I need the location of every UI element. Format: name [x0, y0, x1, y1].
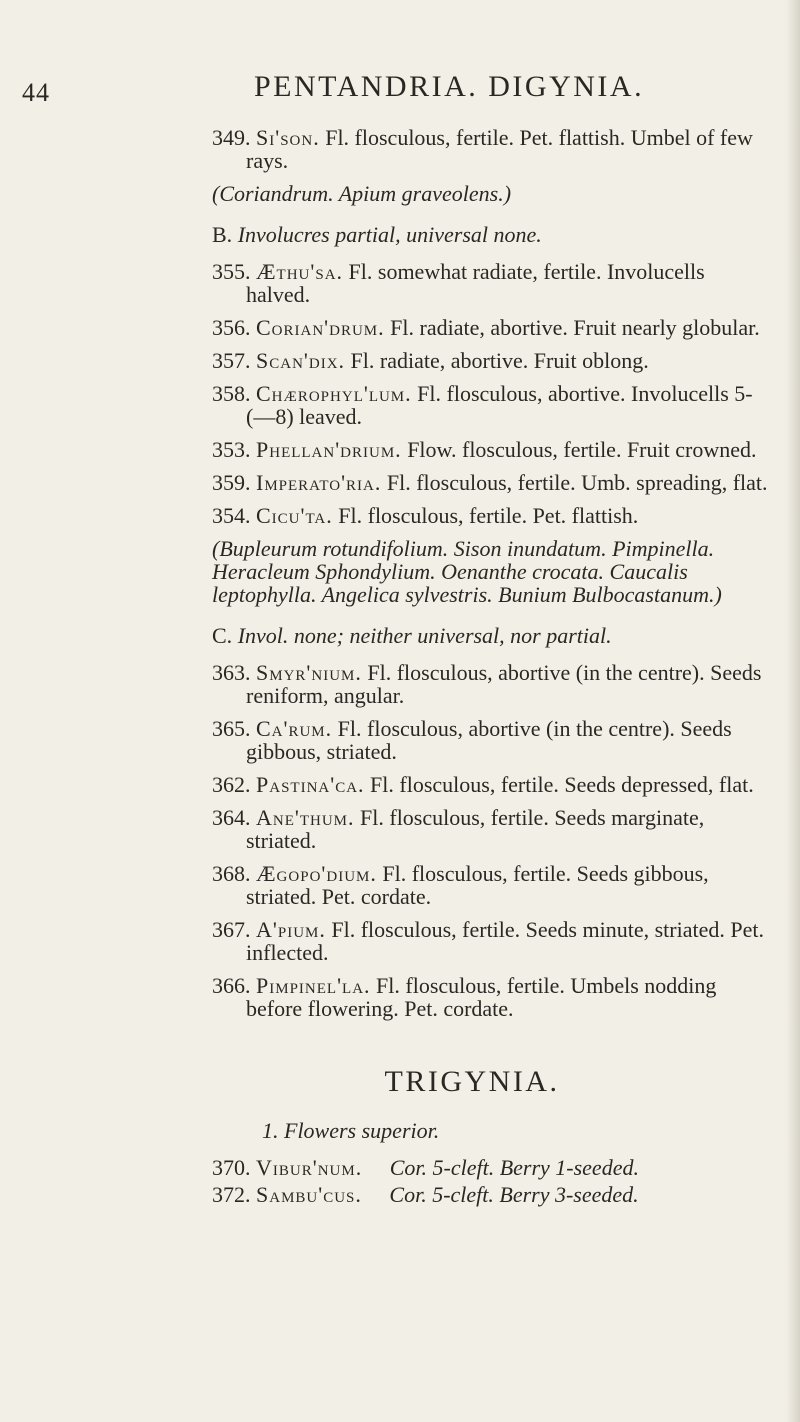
genus-entry: [212, 918, 772, 964]
species-note: (Coriandrum. Apium graveolens.): [212, 181, 512, 206]
genus-name: Si'son.: [256, 125, 320, 150]
entry-description: Fl. flosculous, abortive (in the centre). Seeds gibbous, striated.: [246, 716, 732, 764]
entry-number: 359.: [212, 470, 251, 495]
genus-entry: [212, 806, 772, 852]
genus-entry: [212, 471, 772, 494]
genus-name: Imperato'ria.: [256, 470, 382, 495]
genus-name: Cicu'ta.: [256, 503, 333, 528]
entry-number: 357.: [212, 348, 251, 373]
entry-description: Fl. flosculous, fertile. Pet. flattish. Umbel of few rays.: [246, 125, 753, 173]
section-text: Involucres partial, universal none.: [237, 222, 542, 247]
genus-entry: [212, 862, 772, 908]
entry-description: Fl. flosculous, abortive (in the centre). Seeds reniform, angular.: [246, 660, 762, 708]
entry-description: Fl. radiate, abortive. Fruit oblong.: [350, 348, 649, 373]
entry-number: 366.: [212, 973, 251, 998]
trigynia-heading: TRIGYNIA.: [384, 1065, 560, 1098]
entry-number: 363.: [212, 660, 251, 685]
section-letter: B.: [212, 222, 233, 247]
entry-description: Cor. 5-cleft. Berry 1-seeded.: [389, 1155, 639, 1180]
genus-entry: [212, 1156, 772, 1179]
entry-number: 362.: [212, 772, 251, 797]
genus-name: Pastina'ca.: [256, 772, 365, 797]
genus-entry: [212, 974, 772, 1020]
entry-description: Fl. flosculous, fertile. Umb. spreading, flat.: [386, 470, 768, 495]
entry-number: 358.: [212, 381, 251, 406]
entry-description: Flow. flosculous, fertile. Fruit crowned.: [407, 437, 757, 462]
entry-number: 353.: [212, 437, 251, 462]
section-heading-b: [212, 223, 772, 246]
genus-name: Corian'drum.: [256, 315, 385, 340]
genus-name: Chærophyl'lum.: [256, 381, 412, 406]
genus-name: Phellan'drium.: [256, 437, 402, 462]
genus-name: A'pium.: [256, 917, 326, 942]
genus-entry: [212, 260, 772, 306]
genus-name: Pimpinel'la.: [256, 973, 371, 998]
section-heading-c: [212, 624, 772, 647]
genus-entry: [212, 126, 772, 172]
entry-number: 356.: [212, 315, 251, 340]
genus-entry: [212, 438, 772, 461]
entry-description: Fl. flosculous, fertile. Seeds gibbous, striated. Pet. cordate.: [246, 861, 709, 909]
entry-number: 364.: [212, 805, 251, 830]
entry-number: 368.: [212, 861, 251, 886]
genus-name: Ægopo'dium.: [256, 861, 377, 886]
trigynia-subsection: 1. Flowers superior.: [262, 1118, 440, 1143]
page-content: [212, 126, 772, 1210]
entry-number: 355.: [212, 259, 251, 284]
genus-name: Scan'dix.: [256, 348, 346, 373]
genus-entry: [212, 717, 772, 763]
entry-description: Fl. flosculous, fertile. Pet. flattish.: [338, 503, 639, 528]
genus-entry: [212, 773, 772, 796]
entry-description: Fl. flosculous, fertile. Seeds minute, striated. Pet. inflected.: [246, 917, 764, 965]
page-edge-shadow: [786, 0, 800, 1422]
genus-entry: [212, 661, 772, 707]
genus-name: Æthu'sa.: [256, 259, 344, 284]
entry-description: Fl. radiate, abortive. Fruit nearly globular.: [390, 315, 760, 340]
entry-description: Fl. somewhat radiate, fertile. Involucells halved.: [246, 259, 705, 307]
genus-name: Ca'rum.: [256, 716, 333, 741]
genus-entry: [212, 504, 772, 527]
entry-number: 354.: [212, 503, 251, 528]
genus-name: Sambu'cus.: [256, 1182, 362, 1207]
entry-number: 367.: [212, 917, 251, 942]
entry-number: 370.: [212, 1155, 251, 1180]
genus-entry: [212, 316, 772, 339]
genus-name: Ane'thum.: [256, 805, 355, 830]
section-text: Invol. none; neither universal, nor partial.: [237, 623, 612, 648]
genus-entry: [212, 349, 772, 372]
entry-description: Cor. 5-cleft. Berry 3-seeded.: [389, 1182, 639, 1207]
entry-description: Fl. flosculous, abortive. Involucells 5- (—8) leaved.: [246, 381, 753, 429]
section-letter: C.: [212, 623, 233, 648]
entry-number: 372.: [212, 1182, 251, 1207]
entry-description: Fl. flosculous, fertile. Seeds marginate, striated.: [246, 805, 705, 853]
genus-entry: [212, 382, 772, 428]
genus-name: Smyr'nium.: [256, 660, 362, 685]
running-head: PENTANDRIA. DIGYNIA.: [254, 70, 645, 103]
entry-number: 365.: [212, 716, 251, 741]
entry-number: 349.: [212, 125, 251, 150]
genus-name: Vibur'num.: [256, 1155, 363, 1180]
species-note: (Bupleurum rotundifolium. Sison inundatum. Pimpinella. Heracleum Sphondylium. Oenanthe crocata. Caucalis leptophylla. Angelica sylvestris. Bunium Bulbocastanum.): [212, 536, 722, 607]
entry-description: Fl. flosculous, fertile. Seeds depressed, flat.: [370, 772, 754, 797]
page-number: 44: [22, 78, 50, 107]
entry-description: Fl. flosculous, fertile. Umbels nodding before flowering. Pet. cordate.: [246, 973, 717, 1021]
genus-entry: [212, 1183, 772, 1206]
